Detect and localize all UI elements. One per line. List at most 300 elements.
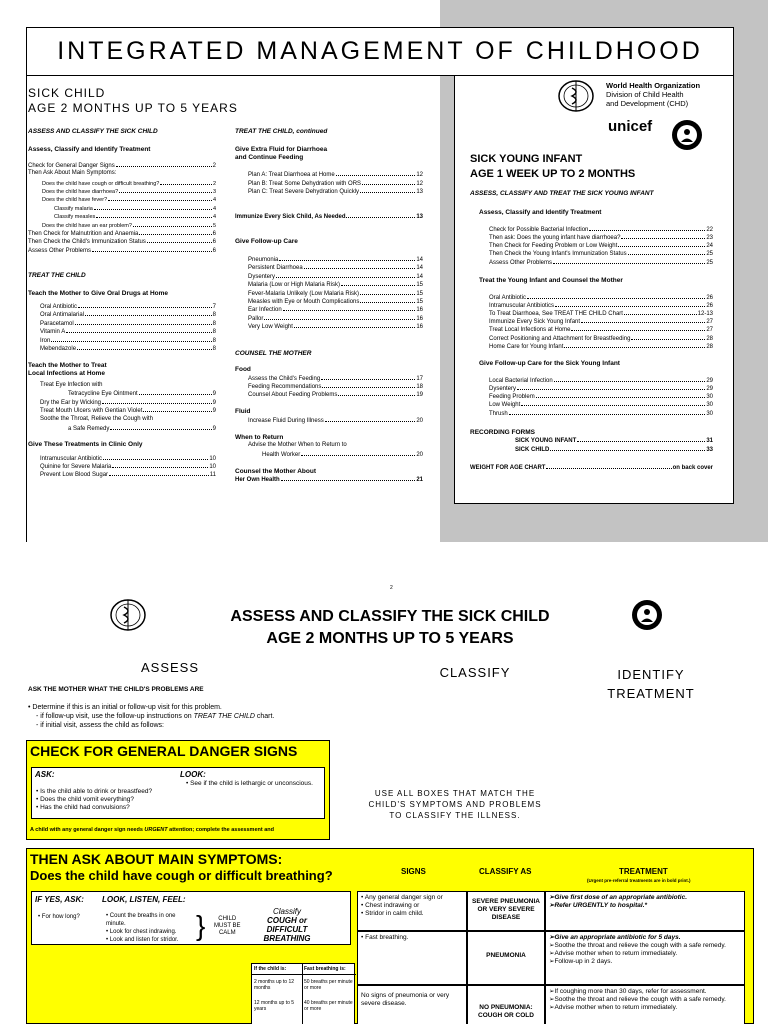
- row2-classification: PNEUMONIA: [467, 931, 545, 985]
- toc-entry-label: Advise the Mother When to Return to: [248, 442, 347, 448]
- toc-entry: [28, 162, 216, 170]
- classify-line3: DIFFICULT: [266, 925, 308, 934]
- toc-leader: [631, 335, 705, 340]
- toc-page: 20: [416, 452, 423, 458]
- toc-page: 14: [416, 274, 423, 280]
- fb-row2-age: 12 months up to 5 years: [254, 1000, 295, 1012]
- toc-entry: [489, 385, 713, 393]
- toc-page: 21: [416, 477, 423, 483]
- toc-page: 9: [212, 408, 216, 414]
- toc-page: 25: [706, 251, 713, 257]
- fb-row2-rate: 40 breaths per minute or more: [304, 1000, 353, 1012]
- toc-leader: [346, 213, 415, 218]
- toc-leader: [294, 323, 415, 328]
- toc-entry-label: Thrush: [489, 411, 508, 417]
- toc-page: 19: [416, 392, 423, 398]
- toc-page: 8: [212, 338, 216, 344]
- danger-note: [30, 827, 274, 833]
- toc-page: 13: [416, 214, 423, 220]
- toc-page: 10: [209, 456, 216, 462]
- page-title-box: [26, 27, 734, 76]
- toc-entry: [489, 335, 713, 343]
- toc-entry: [68, 390, 216, 398]
- toc-entry-label: Check for Possible Bacterial Infection: [489, 227, 589, 233]
- toc-leader: [621, 234, 705, 239]
- toc-subheading: Teach the Mother to Give Oral Drugs at Home: [28, 290, 169, 297]
- toc-entry: [248, 188, 423, 196]
- danger-ask-look-box: [31, 767, 325, 819]
- toc-entry: [248, 417, 423, 425]
- toc-page: 26: [706, 295, 713, 301]
- toc-subheading: Assess, Classify and Identify Treatment: [479, 209, 602, 216]
- toc-entry-label: Assess the Child's Feeding: [248, 376, 321, 382]
- toc-entry-label: Increase Fluid During Illness: [248, 418, 324, 424]
- classify-as-heading: CLASSIFY AS: [479, 867, 532, 876]
- follow-up-instruction: [28, 712, 274, 721]
- toc-entry: [40, 455, 216, 463]
- toc-entry-label: Then Check the Child's Immunization Status: [28, 239, 146, 245]
- fb-header-age: If the child is:: [254, 966, 287, 972]
- toc-entry: [28, 170, 216, 177]
- classify-cough-label: [256, 907, 318, 943]
- classify-line2: COUGH or: [267, 916, 307, 925]
- row3-signs: No signs of pneumonia or very severe disease.: [357, 985, 467, 1024]
- toc-leader: [336, 171, 416, 176]
- toc-entry: [248, 383, 423, 391]
- treatment-item: ➢ Soothe the throat and relieve the cough with a safe remedy.: [549, 942, 741, 950]
- identify-treatment-heading: [596, 665, 706, 703]
- toc-leader: [112, 463, 208, 468]
- toc-page: 9: [212, 426, 216, 432]
- toc-entry: [470, 464, 713, 472]
- toc-entry-label: Feeding Recommendations: [248, 384, 322, 390]
- toc-subheading: Give These Treatments in Clinic Only: [28, 441, 143, 448]
- toc-entry: [248, 306, 423, 314]
- calm-line3: CALM: [218, 930, 236, 936]
- follow-pre: - if follow-up visit, use the follow-up instructions on: [36, 713, 194, 720]
- toc-entry: [42, 180, 216, 188]
- toc-entry-label: Quinine for Severe Malaria: [40, 464, 112, 470]
- toc-leader: [75, 320, 212, 325]
- toc-page: 23: [706, 235, 713, 241]
- ask-mother-heading: ASK THE MOTHER WHAT THE CHILD'S PROBLEMS ARE: [28, 686, 204, 693]
- who-division: Division of Child Health: [606, 90, 684, 99]
- infant-section-heading: ASSESS, CLASSIFY AND TREAT THE SICK YOUNG INFANT: [470, 190, 654, 197]
- toc-leader: [362, 180, 415, 185]
- toc-page: 25: [706, 260, 713, 266]
- toc-page: 6: [212, 248, 216, 254]
- ask-item: • Does the child vomit everything?: [36, 796, 152, 804]
- toc-leader: [517, 385, 705, 390]
- toc-leader: [133, 222, 212, 227]
- page-title: INTEGRATED MANAGEMENT OF CHILDHOOD: [57, 37, 703, 65]
- main-symptoms-box: [26, 848, 754, 1024]
- toc-subheading: Assess, Classify and Identify Treatment: [28, 146, 151, 153]
- toc-entry: [489, 242, 713, 250]
- toc-entry: [248, 391, 423, 399]
- cough-question: Does the child have cough or difficult breathing?: [30, 868, 333, 883]
- toc-leader: [564, 343, 705, 348]
- look-listen-item: • Look for chest indrawing.: [106, 928, 196, 936]
- assess-column-heading: ASSESS: [140, 660, 200, 675]
- toc-entry: [489, 250, 713, 258]
- toc-leader: [264, 315, 415, 320]
- toc-leader: [78, 303, 212, 308]
- toc-page: 15: [416, 299, 423, 305]
- toc-page: 4: [212, 197, 216, 203]
- toc-entry-label: Correct Positioning and Attachment for Breastfeeding: [489, 336, 631, 342]
- toc-leader: [624, 310, 697, 315]
- toc-entry: [262, 451, 423, 459]
- toc-leader: [536, 393, 706, 398]
- toc-entry: [42, 188, 216, 196]
- row1-treatment: [545, 891, 745, 931]
- if-yes-label: IF YES, ASK:: [35, 895, 84, 904]
- danger-note-urgent: URGENT: [144, 827, 168, 833]
- toc-entry-label: Mebendazole: [40, 346, 77, 352]
- toc-entry: [489, 226, 713, 234]
- toc-entry: [489, 326, 713, 334]
- toc-leader: [618, 242, 705, 247]
- toc-entry: [248, 442, 423, 449]
- treatment-line: TREATMENT: [607, 686, 695, 701]
- toc-entry: [248, 180, 423, 188]
- row1-signs: [357, 891, 467, 931]
- toc-entry: [489, 343, 713, 351]
- toc-entry-label: Plan A: Treat Diarrhoea at Home: [248, 172, 335, 178]
- toc-page: 5: [212, 223, 216, 229]
- use-all-line2: CHILD'S SYMPTOMS AND PROBLEMS: [368, 800, 542, 809]
- toc-leader: [66, 328, 211, 333]
- follow-emphasis: TREAT THE CHILD: [193, 713, 255, 720]
- calm-line2: MUST BE: [214, 923, 241, 929]
- toc-subheading: Treat the Young Infant and Counsel the Mother: [479, 277, 623, 284]
- toc-entry-label: Home Care for Young Infant: [489, 344, 564, 350]
- toc-leader: [102, 399, 212, 404]
- toc-entry: [489, 318, 713, 326]
- toc-leader: [304, 264, 416, 269]
- toc-entry-label: SICK CHILD: [515, 447, 550, 453]
- toc-entry: [235, 213, 423, 221]
- toc-leader: [628, 250, 706, 255]
- identify-line: IDENTIFY: [617, 667, 685, 682]
- toc-entry: [489, 310, 713, 318]
- use-all-boxes-note: [360, 788, 550, 821]
- toc-page: on back cover: [672, 465, 713, 471]
- toc-entry: [42, 196, 216, 204]
- assess-title-line2: AGE 2 MONTHS UP TO 5 YEARS: [266, 630, 514, 647]
- toc-page: 8: [212, 312, 216, 318]
- toc-leader: [550, 446, 705, 451]
- sign-item: • Stridor in calm child.: [361, 910, 463, 918]
- toc-leader: [96, 213, 212, 218]
- infant-line2: AGE 1 WEEK UP TO 2 MONTHS: [470, 168, 636, 180]
- toc-entry-label: Plan C: Treat Severe Dehydration Quickly: [248, 189, 360, 195]
- ask-label: ASK:: [35, 770, 55, 779]
- toc-page: 29: [706, 378, 713, 384]
- toc-entry-label: Soothe the Throat, Relieve the Cough with: [40, 416, 153, 422]
- toc-entry-label: Ear Infection: [248, 307, 282, 313]
- toc-entry: [489, 410, 713, 418]
- toc-page: 12-13: [697, 311, 713, 317]
- toc-entry-label: Dry the Ear by Wicking: [40, 400, 102, 406]
- toc-leader: [139, 230, 211, 235]
- toc-subheading: Fluid: [235, 408, 251, 415]
- toc-entry-label: Counsel About Feeding Problems: [248, 392, 338, 398]
- danger-note-post: attention; complete the assessment and: [167, 827, 274, 833]
- sick-child-heading: [28, 86, 238, 116]
- toc-entry-label: Oral Antimalarial: [40, 312, 85, 318]
- toc-leader: [509, 410, 706, 415]
- toc-entry: [248, 273, 423, 281]
- toc-leader: [321, 375, 415, 380]
- toc-leader: [51, 337, 211, 342]
- toc-page: 18: [416, 384, 423, 390]
- toc-entry-label: Health Worker: [262, 452, 301, 458]
- toc-entry-label: Iron: [40, 338, 51, 344]
- toc-subheading: Give Follow-up Care for the Sick Young Infant: [479, 360, 620, 367]
- toc-entry-label: Treat Mouth Ulcers with Gentian Violet: [40, 408, 143, 414]
- toc-leader: [143, 407, 211, 412]
- toc-leader: [571, 326, 705, 331]
- toc-entry-label: Tetracycline Eye Ointment: [68, 391, 138, 397]
- sign-item: • Any general danger sign or: [361, 894, 463, 902]
- toc-leader: [108, 196, 212, 201]
- look-listen-item: • Count the breaths in one minute.: [106, 912, 196, 928]
- toc-entry: [489, 393, 713, 401]
- toc-entry: [489, 401, 713, 409]
- toc-subheading: Food: [235, 366, 251, 373]
- toc-leader: [160, 180, 212, 185]
- toc-entry-label: Then Ask About Main Symptoms:: [28, 170, 117, 176]
- toc-leader: [301, 451, 415, 456]
- toc-entry: [40, 407, 216, 415]
- toc-leader: [276, 273, 415, 278]
- classify-column-heading: CLASSIFY: [439, 665, 511, 680]
- who-division-2: and Development (CHD): [606, 99, 689, 108]
- toc-entry-label: Plan B: Treat Some Dehydration with ORS: [248, 181, 362, 187]
- toc-page: 14: [416, 265, 423, 271]
- danger-ask-list: [36, 788, 152, 812]
- toc-entry: [248, 375, 423, 383]
- toc-entry: [248, 264, 423, 272]
- who-emblem-icon-bottom: [108, 597, 148, 633]
- toc-page: 13: [416, 189, 423, 195]
- toc-leader: [360, 290, 415, 295]
- toc-entry-label: Intramuscular Antibiotic: [40, 456, 103, 462]
- look-listen-label: LOOK, LISTEN, FEEL:: [102, 895, 186, 904]
- toc-section-heading: COUNSEL THE MOTHER: [235, 350, 312, 357]
- look-label: LOOK:: [180, 770, 206, 779]
- toc-page: 11: [209, 472, 216, 478]
- unicef-emblem-icon-bottom: [630, 598, 664, 632]
- unicef-logo: unicef: [608, 118, 653, 135]
- sick-child-line1: SICK CHILD: [28, 86, 106, 100]
- initial-visit-instruction: - if initial visit, assess the child as follows:: [36, 722, 164, 729]
- toc-entry-label: Her Own Health: [235, 477, 280, 483]
- page-number: 2: [390, 585, 393, 591]
- main-symptoms-title: THEN ASK ABOUT MAIN SYMPTOMS:: [30, 851, 283, 867]
- toc-entry-label: Does the child have cough or difficult breathing?: [42, 181, 160, 187]
- toc-entry-label: Classify malaria: [54, 206, 93, 212]
- sign-item: • Chest indrawing or: [361, 902, 463, 910]
- toc-entry-label: Does the child have fever?: [42, 197, 108, 203]
- toc-entry: [40, 463, 216, 471]
- look-listen-list: [106, 912, 196, 944]
- fast-breathing-table: [251, 963, 355, 1024]
- toc-entry: [40, 328, 216, 336]
- toc-entry-label: To Treat Diarrhoea, See TREAT THE CHILD Chart: [489, 311, 623, 317]
- toc-leader: [281, 476, 416, 481]
- toc-subheading: Teach the Mother to Treat: [28, 362, 107, 369]
- toc-page: 14: [416, 257, 423, 263]
- brace-icon: }: [196, 910, 206, 941]
- row3-treatment: [545, 985, 745, 1024]
- toc-entry: [54, 213, 216, 221]
- toc-page: 28: [706, 336, 713, 342]
- toc-entry-label: Does the child have an ear problem?: [42, 223, 132, 229]
- ask-look-box: [31, 891, 351, 945]
- toc-leader: [279, 256, 415, 261]
- toc-leader: [77, 345, 212, 350]
- toc-entry-label: Malaria (Low or High Malaria Risk): [248, 282, 341, 288]
- toc-page: 16: [416, 316, 423, 322]
- danger-note-pre: A child with any general danger sign needs: [30, 827, 145, 833]
- toc-subheading: When to Return: [235, 434, 284, 441]
- toc-entry-label: Dysentery: [489, 386, 517, 392]
- fb-row1-rate: 50 breaths per minute or more: [304, 979, 353, 991]
- toc-leader: [581, 318, 705, 323]
- toc-leader: [94, 205, 212, 210]
- toc-page: 30: [706, 411, 713, 417]
- toc-entry: [40, 311, 216, 319]
- toc-entry-label: Vitamin A: [40, 329, 66, 335]
- who-text: [606, 81, 700, 108]
- treatment-item: ➢ Give first dose of an appropriate antibiotic.: [549, 894, 741, 902]
- toc-leader: [110, 425, 211, 430]
- toc-subheading: Local Infections at Home: [28, 370, 105, 377]
- toc-entry: [28, 230, 216, 238]
- danger-signs-title: CHECK FOR GENERAL DANGER SIGNS: [30, 743, 298, 759]
- toc-entry-label: Local Bacterial Infection: [489, 378, 553, 384]
- toc-entry-label: Classify measles: [54, 214, 96, 220]
- toc-entry-label: Immunize Every Sick Child, As Needed: [235, 214, 346, 220]
- toc-entry-label: Intramuscular Antibiotics: [489, 303, 555, 309]
- use-all-line3: TO CLASSIFY THE ILLNESS.: [389, 811, 521, 820]
- toc-leader: [283, 306, 416, 311]
- toc-entry-label: Pallor: [248, 316, 264, 322]
- treatment-item: ➢ Follow-up in 2 days.: [549, 958, 741, 966]
- toc-entry: [489, 259, 713, 267]
- toc-page: 29: [706, 386, 713, 392]
- toc-leader: [360, 188, 415, 193]
- row2-treatment: [545, 931, 745, 985]
- toc-entry-label: Dysentery: [248, 274, 276, 280]
- toc-leader: [554, 377, 706, 382]
- toc-entry: [248, 290, 423, 298]
- toc-page: 3: [212, 189, 216, 195]
- toc-entry: [40, 337, 216, 345]
- toc-entry-label: Then Check the Young Infant's Immunization Status: [489, 251, 627, 257]
- classify-line4: BREATHING: [263, 934, 311, 943]
- infant-line1: SICK YOUNG INFANT: [470, 153, 583, 165]
- toc-entry-label: Does the child have diarrhoea?: [42, 189, 119, 195]
- toc-entry: [40, 399, 216, 407]
- toc-entry: [40, 382, 216, 389]
- toc-page: 8: [212, 346, 216, 352]
- toc-page: 26: [706, 303, 713, 309]
- toc-page: 33: [706, 447, 713, 453]
- toc-leader: [109, 471, 209, 476]
- toc-entry: [515, 437, 713, 445]
- toc-entry-label: WEIGHT FOR AGE CHART: [470, 465, 546, 471]
- toc-page: 4: [212, 214, 216, 220]
- toc-page: 9: [212, 391, 216, 397]
- toc-entry-label: Oral Antibiotic: [489, 295, 527, 301]
- toc-entry-label: Treat Eye Infection with: [40, 382, 103, 388]
- toc-entry: [515, 446, 713, 454]
- toc-entry-label: Paracetamol: [40, 321, 74, 327]
- toc-page: 15: [416, 291, 423, 297]
- toc-page: 20: [416, 418, 423, 424]
- toc-entry: [248, 323, 423, 331]
- toc-entry: [248, 256, 423, 264]
- ask-item: • Has the child had convulsions?: [36, 804, 152, 812]
- treatment-item: ➢ Soothe the throat and relieve the cough with a safe remedy.: [549, 996, 741, 1004]
- toc-page: 4: [212, 206, 216, 212]
- toc-page: 17: [416, 376, 423, 382]
- look-listen-item: • Look and listen for stridor.: [106, 936, 196, 944]
- toc-entry-label: Oral Antibiotic: [40, 304, 78, 310]
- toc-page: 9: [212, 400, 216, 406]
- toc-page: 24: [706, 243, 713, 249]
- toc-entry: [40, 471, 216, 479]
- toc-subheading: Counsel the Mother About: [235, 468, 317, 475]
- treatment-heading: TREATMENT: [619, 867, 668, 876]
- toc-leader: [92, 247, 212, 252]
- toc-entry: [40, 303, 216, 311]
- toc-leader: [322, 383, 415, 388]
- toc-page: 16: [416, 307, 423, 313]
- fb-row1-age: 2 months up to 12 months: [254, 979, 295, 991]
- follow-post: chart.: [254, 713, 275, 720]
- toc-leader: [521, 401, 705, 406]
- toc-leader: [325, 417, 416, 422]
- toc-page: 10: [209, 464, 216, 470]
- toc-page: 7: [212, 304, 216, 310]
- toc-page: 28: [706, 344, 713, 350]
- toc-page: 30: [706, 402, 713, 408]
- toc-page: 6: [212, 239, 216, 245]
- treatment-item: ➢ Advise mother when to return immediately.: [549, 950, 741, 958]
- toc-page: 16: [416, 324, 423, 330]
- toc-leader: [116, 162, 212, 167]
- toc-leader: [147, 238, 212, 243]
- toc-leader: [341, 281, 415, 286]
- toc-page: 8: [212, 321, 216, 327]
- unicef-emblem-icon: [670, 118, 704, 152]
- toc-entry-label: Persistent Diarrhoea: [248, 265, 303, 271]
- toc-entry: [54, 205, 216, 213]
- toc-entry: [28, 238, 216, 246]
- toc-entry: [68, 425, 216, 433]
- toc-page: 27: [706, 319, 713, 325]
- fb-header-rate: Fast breathing is:: [304, 966, 346, 972]
- assess-title-line1: ASSESS AND CLASSIFY THE SICK CHILD: [230, 608, 550, 625]
- toc-entry: [489, 234, 713, 242]
- toc-section-heading: TREAT THE CHILD, continued: [235, 128, 328, 135]
- classify-line1: Classify: [272, 907, 301, 916]
